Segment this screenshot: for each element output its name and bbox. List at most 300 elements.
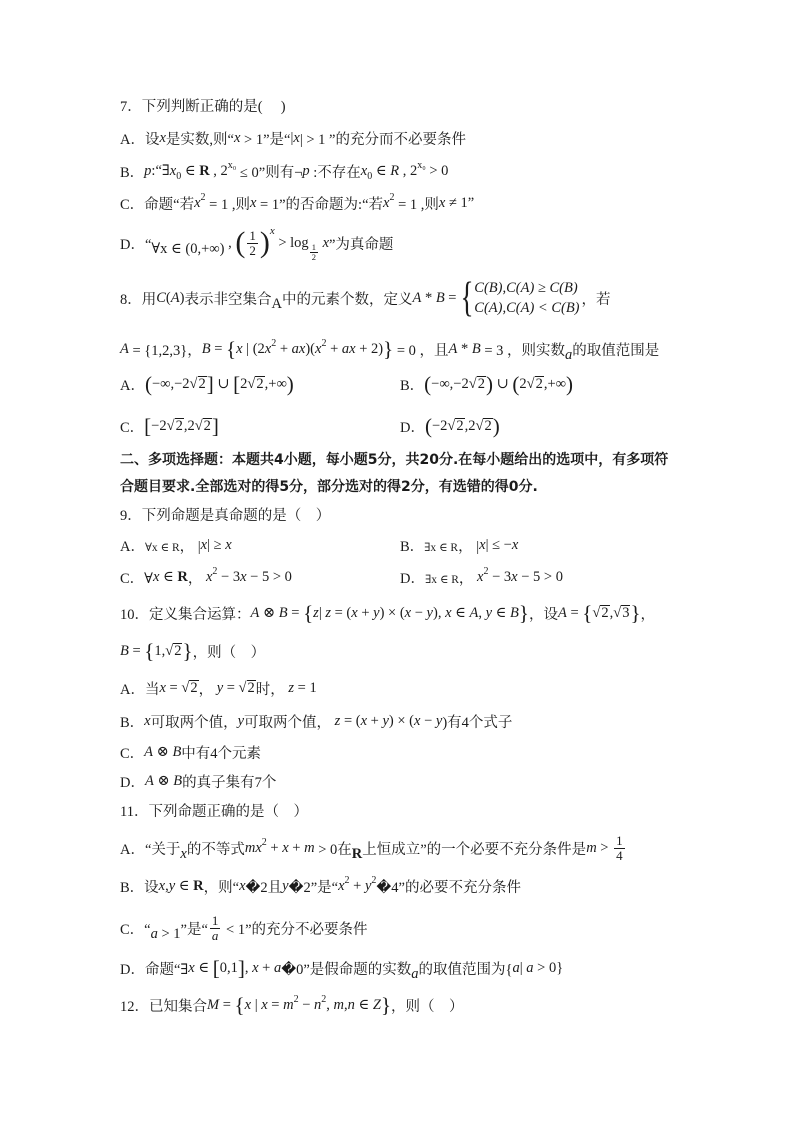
math-variable: z: [325, 604, 331, 621]
text-run: A．: [120, 538, 145, 555]
text-run: C．“: [120, 921, 151, 938]
superscript: 2: [261, 836, 267, 848]
text-run: +: [357, 604, 374, 621]
large-delimiter: ): [492, 413, 500, 438]
text-run: ，: [458, 570, 478, 587]
text-run: ,: [478, 604, 486, 621]
math-variable: B: [435, 289, 445, 306]
math-variable: x: [158, 877, 166, 894]
superscript: 2: [483, 565, 489, 577]
math-variable: y: [364, 877, 372, 894]
text-run: ) × (: [379, 604, 405, 621]
text-run: ⊗: [153, 772, 174, 789]
superscript: x₀: [227, 159, 237, 171]
text-run: +: [266, 839, 283, 856]
large-delimiter: ): [565, 371, 573, 396]
superscript: 2: [321, 337, 327, 349]
fraction: [210, 914, 221, 943]
text-run: ),: [432, 604, 446, 621]
text-run: − 3: [217, 568, 241, 585]
question-11-stem: [120, 800, 308, 820]
lowered-variable: a: [565, 346, 573, 363]
text-run: )有4个式子: [442, 714, 513, 731]
text-run: ) × (: [388, 712, 414, 729]
text-run: )(: [305, 340, 316, 357]
text-run: −∞,−2√: [431, 375, 477, 392]
math-variable: A: [250, 604, 260, 621]
math-variable: x: [315, 340, 322, 357]
text-run: ∈: [159, 568, 178, 585]
large-delimiter: [: [144, 413, 152, 438]
math-variable: x: [477, 568, 484, 585]
math-variable: A: [469, 604, 479, 621]
text-run: B．: [400, 377, 425, 394]
text-run: B．: [400, 538, 425, 555]
text-run: =: [566, 604, 583, 621]
lowered-bold-symbol: R: [351, 845, 363, 862]
large-delimiter: [: [233, 371, 241, 396]
superscript: 2: [293, 993, 299, 1005]
math-variable: a: [512, 959, 520, 976]
case-rows: [474, 278, 579, 318]
text-run: |: [519, 959, 527, 976]
math-variable: x: [249, 194, 257, 211]
text-run: 中有4个元素: [181, 745, 262, 762]
text-run: ， |: [458, 538, 480, 555]
math-variable: z: [334, 712, 341, 729]
large-delimiter: (: [424, 371, 432, 396]
text-run: �2且: [245, 879, 283, 896]
math-variable: x: [159, 679, 166, 696]
large-delimiter: {: [226, 336, 237, 361]
text-run: 2√: [240, 375, 256, 392]
question-10-stem-line-1: [120, 600, 656, 625]
superscript: x: [269, 225, 275, 237]
fraction: [310, 243, 318, 262]
text-run: A．: [120, 377, 145, 394]
math-variable: y: [237, 712, 245, 729]
math-variable: x: [404, 604, 412, 621]
text-run: = 1”的否命题为:“若: [256, 196, 383, 213]
question-8-stem-line-2: [120, 336, 660, 363]
text-run: +: [367, 712, 383, 729]
fraction-denominator: 2: [311, 251, 316, 262]
superscript: 2: [200, 191, 206, 203]
large-delimiter: (: [235, 226, 246, 259]
text-run: − 5 > 0: [246, 568, 292, 585]
text-run: ,+∞: [543, 375, 566, 392]
text-run: ,: [165, 877, 169, 894]
fraction-numerator: 1: [311, 241, 316, 252]
text-run: A．设: [120, 131, 160, 148]
text-run: | > 1 ”的充分而不必要条件: [299, 131, 466, 148]
math-variable: z: [313, 604, 319, 621]
math-variable: m: [304, 839, 315, 856]
large-delimiter: }: [630, 600, 641, 625]
text-run: C．: [120, 745, 145, 762]
radicand: 2: [203, 418, 211, 434]
math-variable: R: [390, 162, 400, 179]
text-run: ∈: [181, 162, 200, 179]
text-run: 1,√: [154, 642, 174, 659]
math-variable: x: [383, 194, 390, 211]
text-run: =: [444, 289, 461, 306]
text-run: = 1 ,则: [205, 196, 250, 213]
math-variable: y: [426, 604, 433, 621]
text-run: ”为真命题: [329, 236, 394, 253]
math-variable: B: [510, 604, 519, 621]
text-run: −: [420, 712, 436, 729]
text-run: < 1”的充分不必要条件: [222, 921, 368, 938]
text-run: 的取值范围是: [572, 342, 660, 359]
math-variable: x: [445, 604, 452, 621]
text-run: 时，: [255, 681, 289, 698]
text-run: D．: [400, 570, 425, 587]
math-variable: x: [159, 129, 166, 146]
text-run: 的真子集有7个: [182, 774, 277, 791]
bold-symbol: R: [199, 162, 210, 179]
text-run: − 5 > 0: [517, 568, 563, 585]
math-variable: y: [382, 712, 389, 729]
math-variable: B: [471, 340, 481, 357]
text-run: :“∃: [151, 162, 170, 179]
large-delimiter: {: [303, 600, 314, 625]
text-run: 8．用: [120, 291, 157, 308]
math-variable: x: [244, 996, 252, 1013]
text-run: = (: [340, 712, 361, 729]
text-run: *: [457, 340, 472, 357]
math-variable: a: [526, 959, 534, 976]
case-row: C(B),C(A) ≥ C(B): [474, 280, 578, 296]
text-run: ⊗: [153, 743, 173, 760]
text-run: ”是“: [180, 921, 208, 938]
text-run: =: [128, 642, 145, 659]
superscript: 2: [271, 337, 277, 349]
text-run: �4”的必要不充分条件: [376, 879, 521, 896]
math-variable: m: [333, 996, 344, 1013]
text-run: C．∀: [120, 570, 153, 587]
question-8-option-d: [400, 413, 500, 438]
text-run: ≤ 0”则有¬: [236, 164, 303, 181]
text-run: ∈: [372, 162, 391, 179]
radicand: 2: [477, 376, 485, 392]
text-run: −: [298, 996, 315, 1013]
text-run: |: [290, 129, 294, 146]
math-variable: A: [170, 289, 180, 306]
text-run: D．命题“∃: [120, 961, 189, 978]
math-variable: m: [283, 996, 294, 1013]
text-run: ，则（ ）: [192, 644, 266, 661]
text-run: = (: [331, 604, 352, 621]
text-run: 上恒成立”的一个必要不充分条件是: [362, 841, 587, 858]
text-run: D．“: [120, 236, 152, 253]
fraction-denominator: a: [211, 927, 219, 943]
text-run: ，: [187, 570, 206, 587]
small-math: ∀x ∈ R: [144, 542, 180, 554]
lowered-text: A: [271, 295, 282, 312]
text-run: +: [349, 877, 365, 894]
text-run: C．命题“若: [120, 196, 195, 213]
text-run: B．: [120, 164, 145, 181]
math-variable: x: [479, 536, 486, 553]
text-run: + 2): [355, 340, 384, 357]
text-run: 10．定义集合运算：: [120, 606, 251, 623]
text-run: = √: [165, 679, 190, 696]
math-variable: ax: [341, 340, 356, 357]
text-run: ,: [224, 234, 236, 251]
fraction-denominator: 4: [616, 847, 623, 863]
math-variable: mx: [244, 839, 262, 856]
text-run: ,: [344, 996, 348, 1013]
superscript: 2: [371, 874, 377, 886]
math-variable: x: [194, 194, 201, 211]
text-run: 11．下列命题正确的是（ ）: [120, 803, 308, 820]
math-variable: x: [360, 712, 368, 729]
section-heading-line-2: 合题目要求.全部选对的得5分，部分选对的得2分，有选错的得0分.: [120, 479, 538, 495]
text-run: √: [592, 604, 601, 621]
text-run: ,: [244, 959, 253, 976]
math-variable: C: [156, 289, 166, 306]
superscript: 2: [344, 874, 350, 886]
text-run: >: [596, 839, 613, 856]
text-run: 表示非空集合: [184, 291, 272, 308]
text-run: − 3: [488, 568, 512, 585]
radicand: 2: [456, 418, 464, 434]
text-run: ，则“: [203, 879, 240, 896]
math-variable: M: [207, 996, 220, 1013]
text-run: :不存在: [309, 164, 361, 181]
text-run: ，则（ ）: [391, 998, 464, 1015]
text-run: −: [411, 604, 427, 621]
lowered-variable: x: [180, 845, 187, 862]
math-variable: a: [273, 959, 282, 976]
math-variable: x: [205, 568, 213, 585]
text-run: ,√: [609, 604, 622, 621]
text-run: 可取两个值，: [150, 714, 238, 731]
subscript: 0: [367, 170, 373, 182]
math-variable: A: [120, 340, 129, 357]
text-run: D．: [120, 774, 145, 791]
text-run: 9．下列命题是真命题的是（ ）: [120, 507, 331, 524]
text-run: B．: [120, 714, 145, 731]
question-10-option-b: [120, 711, 512, 731]
text-run: | ≥: [207, 536, 226, 553]
question-8-stem-line-1: [120, 275, 611, 321]
text-run: ∈: [451, 604, 470, 621]
math-variable: y: [168, 877, 176, 894]
math-variable: x: [169, 162, 177, 179]
math-variable: B: [120, 642, 129, 659]
math-variable: x: [236, 340, 243, 357]
radicand: 2: [198, 376, 206, 392]
question-9-option-c: [120, 567, 292, 587]
fraction-denominator: 2: [249, 242, 256, 258]
large-delimiter: }: [383, 336, 394, 361]
fraction-numerator: 1: [616, 832, 623, 848]
large-delimiter: }: [182, 638, 193, 663]
math-variable: x: [293, 129, 300, 146]
radicand: 2: [175, 418, 183, 434]
math-variable: x: [511, 568, 518, 585]
radicand: 2: [190, 680, 198, 696]
text-run: ∪: [213, 375, 234, 392]
fraction: [614, 834, 625, 863]
math-variable: x: [152, 568, 160, 585]
text-run: = 1 ,则: [394, 196, 439, 213]
question-7-option-a: [120, 128, 466, 148]
question-8-option-a: [120, 371, 294, 396]
text-run: ≠ 1”: [445, 194, 475, 211]
text-run: 0,1: [219, 959, 238, 976]
large-delimiter: }: [518, 600, 529, 625]
text-run: ∈: [492, 604, 511, 621]
math-variable: y: [373, 604, 380, 621]
text-run: ，: [198, 681, 217, 698]
text-run: ∈: [194, 959, 213, 976]
text-run: +: [326, 340, 342, 357]
text-run: C．: [120, 419, 145, 436]
text-run: > 0在: [314, 841, 352, 858]
fraction-numerator: 1: [249, 227, 256, 243]
text-run: , 2: [399, 162, 418, 179]
text-run: A．当: [120, 681, 160, 698]
text-run: | ≤ −: [485, 536, 512, 553]
radicand: 2: [535, 376, 543, 392]
text-run: = 3 ，则实数: [480, 342, 566, 359]
question-7-option-b: [120, 161, 448, 181]
math-variable: y: [485, 604, 493, 621]
question-10-option-c: [120, 742, 261, 762]
text-run: | (2: [242, 340, 265, 357]
question-8-option-c: [120, 413, 219, 438]
question-9-option-b: [400, 535, 518, 555]
radicand: 2: [256, 376, 264, 392]
text-run: ∈: [354, 996, 373, 1013]
subscript: 0: [176, 170, 182, 182]
superscript: 2: [389, 191, 395, 203]
text-run: −2√: [151, 417, 175, 434]
question-10-option-a: [120, 678, 317, 698]
small-math: ∃x ∈ R: [424, 542, 459, 554]
text-run: ,2√: [464, 417, 484, 434]
question-7-option-c: [120, 193, 474, 213]
question-7-stem: [120, 95, 286, 115]
text-run: ∈: [175, 877, 194, 894]
text-run: = √: [223, 679, 247, 696]
text-run: =: [210, 340, 227, 357]
math-variable: y: [216, 679, 224, 696]
radicand: 2: [484, 418, 492, 434]
question-9-option-d: [400, 567, 563, 587]
large-brace: {: [460, 275, 474, 321]
math-variable: x: [233, 129, 241, 146]
math-variable: p: [302, 162, 310, 179]
fraction: [247, 229, 258, 258]
math-variable: B: [278, 604, 288, 621]
math-variable: y: [282, 877, 289, 894]
question-9-stem: [120, 504, 330, 524]
math-variable: x: [225, 536, 232, 553]
question-7-option-d: [120, 225, 394, 262]
text-run: 12．已知集合: [120, 998, 207, 1015]
section-heading-line-1: 二、多项选择题：本题共4小题，每小题5分，共20分.在每小题给出的选项中，有多项符: [120, 452, 669, 468]
text-run: 是实数,则“: [165, 131, 234, 148]
text-run: 的取值范围为{: [418, 961, 513, 978]
math-variable: x: [338, 877, 345, 894]
text-run: = {1,2,3}，: [128, 342, 202, 359]
text-run: ): [179, 289, 185, 306]
question-12-stem: [120, 992, 464, 1017]
text-run: ，: [640, 606, 656, 623]
text-run: , 2: [209, 162, 228, 179]
text-run: = 0 ，且: [393, 342, 449, 359]
math-variable: x: [188, 959, 195, 976]
radicand: 2: [601, 605, 609, 621]
text-run: 7．下列判断正确的是( ): [120, 98, 286, 115]
bold-symbol: R: [177, 568, 188, 585]
text-run: > 0}: [533, 959, 564, 976]
text-run: +: [258, 959, 274, 976]
math-variable: A: [144, 772, 154, 789]
text-run: �2”是“: [288, 879, 339, 896]
fraction-numerator: 1: [211, 912, 219, 928]
radicand: 3: [622, 605, 630, 621]
math-variable: x: [240, 568, 247, 585]
text-run: |: [251, 996, 262, 1013]
math-variable: x: [239, 877, 246, 894]
large-delimiter: [: [212, 955, 220, 980]
radicand: 2: [247, 680, 255, 696]
text-run: �0”是假命题的实数: [281, 961, 412, 978]
text-run: ,2√: [183, 417, 203, 434]
text-run: B．设: [120, 879, 159, 896]
math-variable: x: [264, 340, 272, 357]
lowered-text: ∀x ∈ (0,+∞): [151, 240, 225, 257]
text-run: ， |: [179, 538, 201, 555]
math-variable: n: [314, 996, 322, 1013]
text-run: |: [318, 604, 326, 621]
question-11-option-c: [120, 912, 368, 943]
text-run: +: [276, 340, 292, 357]
large-delimiter: {: [582, 600, 593, 625]
question-11-option-a: [120, 832, 627, 863]
text-run: −∞,−2√: [151, 375, 198, 392]
question-11-option-b: [120, 876, 521, 896]
text-run: +: [288, 839, 305, 856]
text-run: =: [287, 604, 304, 621]
large-delimiter: ]: [206, 371, 214, 396]
math-variable: m: [586, 839, 597, 856]
text-run: > log: [274, 234, 309, 251]
question-10-option-d: [120, 771, 276, 791]
math-variable: x: [438, 194, 446, 211]
question-8-option-b: [400, 371, 573, 396]
text-run: ，设: [528, 606, 558, 623]
math-variable: x: [282, 839, 289, 856]
text-run: *: [421, 289, 436, 306]
math-variable: x: [511, 536, 519, 553]
math-variable: ax: [291, 340, 306, 357]
case-row: C(A),C(A) < C(B): [474, 300, 580, 316]
small-math: ∃x ∈ R: [424, 574, 459, 586]
math-variable: x: [144, 712, 151, 729]
large-delimiter: ): [286, 371, 294, 396]
large-delimiter: }: [380, 992, 392, 1017]
math-variable: x: [414, 712, 421, 729]
math-variable: Z: [372, 996, 381, 1013]
text-run: A．“关于: [120, 841, 181, 858]
math-variable: x: [252, 959, 259, 976]
